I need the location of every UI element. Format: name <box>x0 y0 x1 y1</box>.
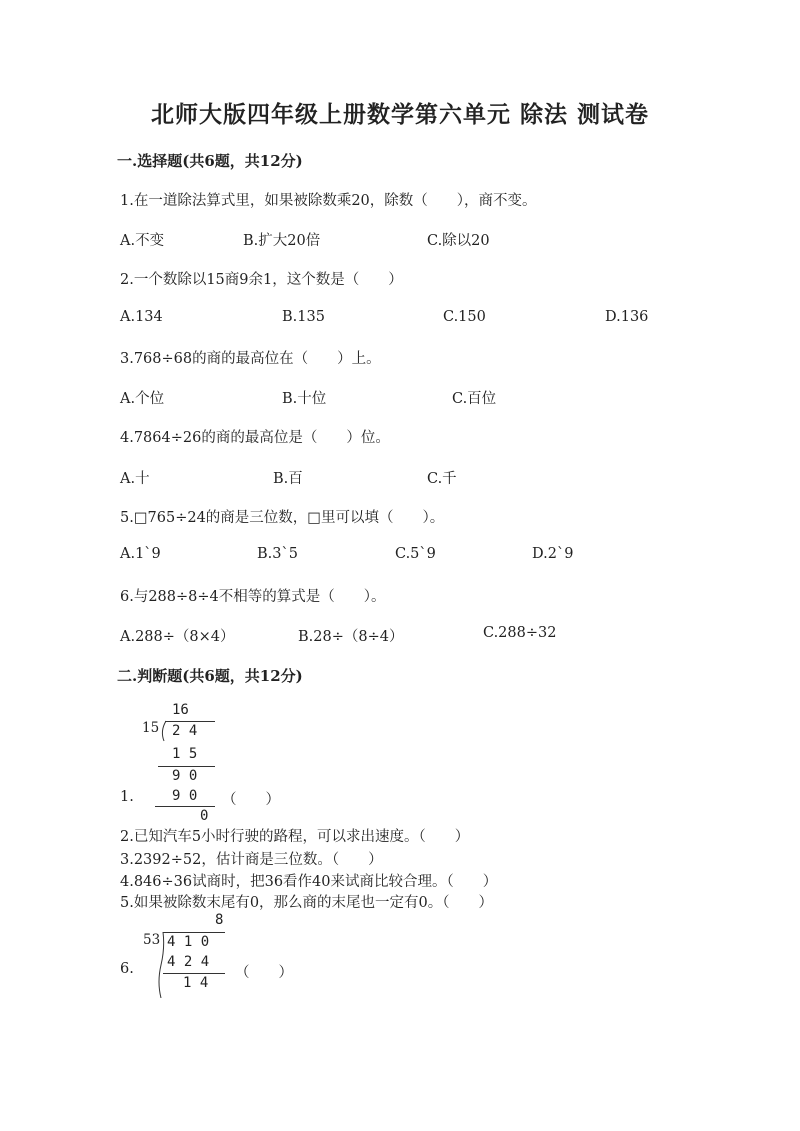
q2-option-d: D.136 <box>605 309 649 325</box>
question-4: 4.7864÷26的商的最高位是（ ）位。 <box>120 430 390 446</box>
ld1-divisor: 15 <box>142 720 160 736</box>
judge-2: 2.已知汽车5小时行驶的路程，可以求出速度。（ ） <box>120 829 470 845</box>
ld6-divisor: 53 <box>143 932 161 948</box>
section-2-heading: 二.判断题(共6题，共12分) <box>117 667 303 685</box>
q1-option-c: C.除以20 <box>427 233 490 249</box>
judge-3: 3.2392÷52，估计商是三位数。（ ） <box>120 852 383 868</box>
q5-option-b: B.3`5 <box>257 546 298 562</box>
ld1-remainder: 0 <box>200 808 209 824</box>
ld6-product: 4 2 4 <box>167 954 210 970</box>
question-2: 2.一个数除以15商9余1，这个数是（ ） <box>120 272 403 288</box>
ld1-bracket-curve <box>158 720 168 742</box>
judge-4: 4.846÷36试商时，把36看作40来试商比较合理。（ ） <box>120 874 498 890</box>
question-6: 6.与288÷8÷4不相等的算式是（ ）。 <box>120 589 386 605</box>
q5-option-a: A.1`9 <box>120 546 161 562</box>
q5-option-d: D.2`9 <box>532 546 574 562</box>
ld6-bracket-top <box>163 932 225 933</box>
q5-option-c: C.5`9 <box>395 546 436 562</box>
section-1-heading: 一.选择题(共6题，共12分) <box>117 152 303 170</box>
q2-option-b: B.135 <box>282 309 325 325</box>
judge-5: 5.如果被除数末尾有0，那么商的末尾也一定有0。（ ） <box>120 895 494 911</box>
ld6-rule <box>163 973 225 974</box>
ld1-step3: 9 0 <box>172 788 198 804</box>
ld1-dividend: 2 4 <box>172 723 198 739</box>
q1-option-b: B.扩大20倍 <box>243 233 321 249</box>
ld1-quotient: 16 <box>172 702 189 718</box>
q4-option-b: B.百 <box>273 471 303 487</box>
question-5: 5.□765÷24的商是三位数，□里可以填（ ）。 <box>120 510 445 526</box>
ld1-step1: 1 5 <box>172 746 198 762</box>
q4-option-a: A.十 <box>120 471 150 487</box>
ld1-rule-2 <box>155 806 215 807</box>
ld6-bracket-curve <box>157 932 167 998</box>
ld1-step2: 9 0 <box>172 768 198 784</box>
q2-option-a: A.134 <box>120 309 163 325</box>
q6-option-b: B.28÷（8÷4） <box>298 629 404 645</box>
page-title: 北师大版四年级上册数学第六单元 除法 测试卷 <box>150 101 649 128</box>
ld6-dividend: 4 1 0 <box>167 934 210 950</box>
q4-option-c: C.千 <box>427 471 457 487</box>
judge-6-label: 6. <box>120 961 134 977</box>
q3-option-a: A.个位 <box>120 391 165 407</box>
ld1-rule-1 <box>158 766 215 767</box>
q3-option-c: C.百位 <box>452 391 497 407</box>
question-1: 1.在一道除法算式里，如果被除数乘20，除数（ ），商不变。 <box>120 193 537 209</box>
q3-option-b: B.十位 <box>282 391 327 407</box>
q2-option-c: C.150 <box>443 309 486 325</box>
judge-6-answer-paren: （ ） <box>235 965 293 981</box>
q6-option-c: C.288÷32 <box>483 625 557 641</box>
judge-1-answer-paren: （ ） <box>222 792 280 808</box>
judge-1-label: 1. <box>120 789 134 805</box>
q1-option-a: A.不变 <box>120 233 165 249</box>
ld6-remainder: 1 4 <box>183 975 209 991</box>
q6-option-a: A.288÷（8×4） <box>120 629 235 645</box>
ld1-bracket-top <box>165 721 215 722</box>
ld6-quotient: 8 <box>215 912 224 928</box>
question-3: 3.768÷68的商的最高位在（ ）上。 <box>120 351 381 367</box>
